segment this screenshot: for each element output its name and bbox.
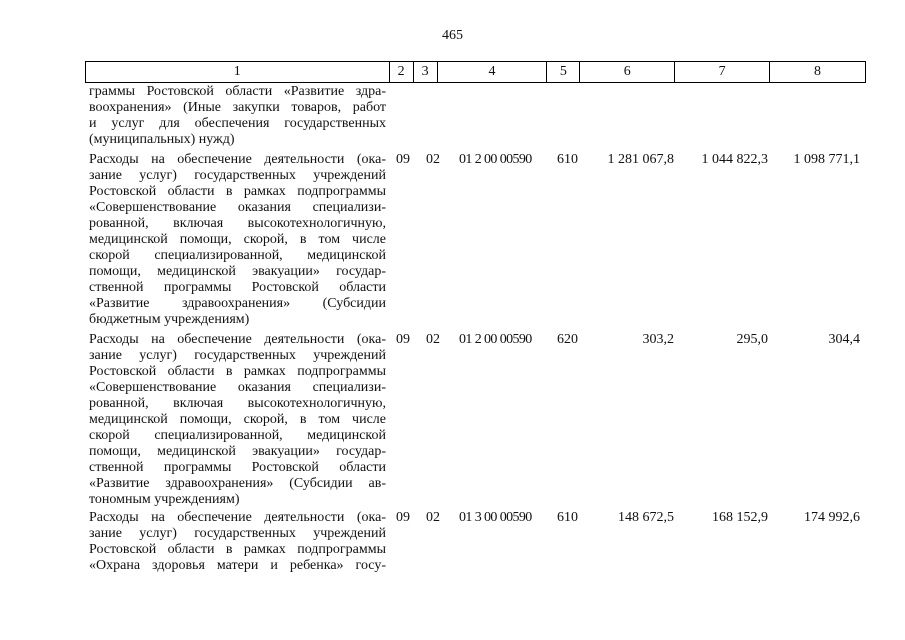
description-line: помощи, медицинской эвакуации» государ- bbox=[89, 444, 386, 459]
budget-table bbox=[85, 61, 866, 573]
description-line: граммы Ростовской области «Развитие здра- bbox=[89, 84, 386, 99]
description-line: «Развитие здравоохранения» (Субсидии bbox=[89, 296, 386, 311]
description-line: (муниципальных) нужд) bbox=[89, 132, 235, 147]
expense-type-code: 620 bbox=[557, 332, 578, 347]
description-line: бюджетным учреждениям) bbox=[89, 312, 250, 327]
header-col-1: 1 bbox=[86, 62, 390, 82]
target-article-code: 01 2 00 00590 bbox=[459, 332, 532, 347]
description-line: Расходы на обеспечение деятельности (ока- bbox=[89, 332, 386, 347]
description-line: зание услуг) государственных учреждений bbox=[89, 348, 386, 363]
description-line: ственной программы Ростовской области bbox=[89, 460, 386, 475]
description-line: «Совершенствование оказания специализи- bbox=[89, 380, 386, 395]
table-header-row bbox=[85, 61, 866, 83]
header-col-4: 4 bbox=[438, 62, 548, 82]
amount-col-6: 303,2 bbox=[642, 332, 674, 347]
description-line: ственной программы Ростовской области bbox=[89, 280, 386, 295]
amount-col-6: 148 672,5 bbox=[618, 510, 674, 525]
header-col-2: 2 bbox=[390, 62, 414, 82]
amount-col-8: 1 098 771,1 bbox=[793, 152, 860, 167]
subsection-code: 02 bbox=[426, 152, 440, 167]
header-col-3: 3 bbox=[414, 62, 438, 82]
description-line: и услуг для обеспечения государственных bbox=[89, 116, 386, 131]
header-col-5: 5 bbox=[547, 62, 580, 82]
description-line: тономным учреждениям) bbox=[89, 492, 240, 507]
description-line: зание услуг) государственных учреждений bbox=[89, 526, 386, 541]
header-col-6: 6 bbox=[580, 62, 675, 82]
amount-col-6: 1 281 067,8 bbox=[607, 152, 674, 167]
section-code: 09 bbox=[396, 332, 410, 347]
section-code: 09 bbox=[396, 152, 410, 167]
row-description bbox=[89, 510, 386, 574]
target-article-code: 01 2 00 00590 bbox=[459, 152, 532, 167]
description-line: «Охрана здоровья матери и ребенка» госу- bbox=[89, 558, 386, 573]
description-line: медицинской помощи, скорой, в том числе bbox=[89, 412, 386, 427]
description-line: «Развитие здравоохранения» (Субсидии ав- bbox=[89, 476, 386, 491]
target-article-code: 01 3 00 00590 bbox=[459, 510, 532, 525]
row-description bbox=[89, 332, 386, 508]
row-description bbox=[89, 152, 386, 328]
amount-col-7: 1 044 822,3 bbox=[701, 152, 768, 167]
description-line: скорой специализированной, медицинской bbox=[89, 248, 386, 263]
description-line: рованной, включая высокотехнологичную, bbox=[89, 216, 386, 231]
amount-col-8: 174 992,6 bbox=[804, 510, 860, 525]
amount-col-7: 168 152,9 bbox=[712, 510, 768, 525]
section-code: 09 bbox=[396, 510, 410, 525]
description-line: воохранения» (Иные закупки товаров, работ bbox=[89, 100, 386, 115]
expense-type-code: 610 bbox=[557, 152, 578, 167]
subsection-code: 02 bbox=[426, 510, 440, 525]
description-line: Ростовской области в рамках подпрограммы bbox=[89, 364, 386, 379]
amount-col-7: 295,0 bbox=[736, 332, 768, 347]
header-col-8: 8 bbox=[770, 62, 866, 82]
expense-type-code: 610 bbox=[557, 510, 578, 525]
description-line: Расходы на обеспечение деятельности (ока- bbox=[89, 152, 386, 167]
description-line: помощи, медицинской эвакуации» государ- bbox=[89, 264, 386, 279]
page-number: 465 bbox=[442, 28, 463, 43]
description-line: зание услуг) государственных учреждений bbox=[89, 168, 386, 183]
description-line: медицинской помощи, скорой, в том числе bbox=[89, 232, 386, 247]
header-col-7: 7 bbox=[675, 62, 770, 82]
description-line: скорой специализированной, медицинской bbox=[89, 428, 386, 443]
amount-col-8: 304,4 bbox=[828, 332, 860, 347]
row-description bbox=[89, 84, 386, 148]
description-line: «Совершенствование оказания специализи- bbox=[89, 200, 386, 215]
description-line: Ростовской области в рамках подпрограммы bbox=[89, 184, 386, 199]
description-line: Расходы на обеспечение деятельности (ока- bbox=[89, 510, 386, 525]
subsection-code: 02 bbox=[426, 332, 440, 347]
description-line: Ростовской области в рамках подпрограммы bbox=[89, 542, 386, 557]
description-line: рованной, включая высокотехнологичную, bbox=[89, 396, 386, 411]
